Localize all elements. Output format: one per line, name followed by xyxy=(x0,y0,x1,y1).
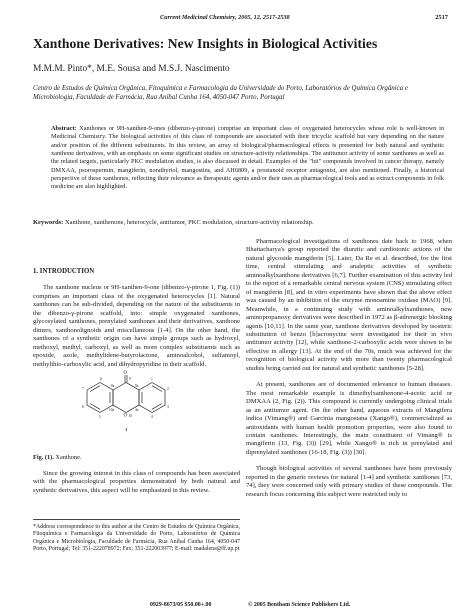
atom-6-label: 6 xyxy=(82,405,84,409)
history-paragraph: Pharmacological investigations of xanthones date back to 1968, when Bhattacharya's group reported the diuretic and cardiotonic actions of the natural glycoside mangiferin [5]. Later, Da Re et al. described, for the first time, central stimulating and analeptic activities of synthetic aminoalkylxanthone derivatives [6,7]. Further examination of this activity led to the report of a remarkable central nervous system (CNS) stimulating effect of mangiferin [8], and in vitro experiments have shown that the above effect was caused by an inhibition of the enzyme monoamine oxidase (MAO) [9]. Meanwhile, in a continuing study with aminoalkylxanthones, new aminopropanoxy derivatives were described in 1972 as β-adrenergic blocking agents [10,11]. In the same year, xanthone derivatives developed by isosteric substitution of benzo [b]acronycine were investigated for their in vivo antitumor activity [12], while xanthone-2-carboxylic acids were shown to be effective in allergy [13]. At the end of the 70s, much was achieved for the recognition of biological activity with more than twenty pharmacological studies being carried out for natural and synthetic xanthones [5-28]. xyxy=(246,238,452,372)
present-relevance-paragraph: At present, xanthones are of documented relevance to human diseases. The most remarkable example is dimethylxanthenone-4-acetic acid or DMXAA (2, Fig. (2)). This compound is currently undergoing clinical trials as an antitumor agent. On the other hand, aqueous extracts of Mangifera indica (Vimang®) and Garcinia mangostana (Xango®), commercialized as antioxidants with human health promotion properties, were also found to contain xanthones. Interestingly, the main constituent of Vimang® is mangiferin (13, Fig. (3)) [29], while Xango® is rich in prenylated and diprenylated xanthones (16-18, Fig. (3)) [30]. xyxy=(246,381,452,456)
running-head xyxy=(0,14,474,24)
right-benzene-ring xyxy=(139,383,165,413)
xanthone-structure xyxy=(73,368,198,434)
affiliation: Centro de Estudos de Química Orgânica, Fitoquímica e Farmacologia da Universidade do Porto, Laboratórios de Química Orgânica e Microbiologia, Faculdade de Farmácia, Rua Aníbal Cunha 164, 4050-047 Porto, Portugal xyxy=(33,85,408,101)
ring-oxygen-label: O xyxy=(123,413,128,419)
atom-1-label: 1 xyxy=(151,377,153,382)
copyright-notice: © 2005 Bentham Science Publishers Ltd. xyxy=(248,602,351,608)
atom-8a-label: 8a xyxy=(111,384,115,388)
figure-caption-label: Fig. (1). xyxy=(33,454,54,461)
author-list: M.M.M. Pinto*, M.E. Sousa and M.S.J. Nascimento xyxy=(33,64,230,74)
atom-10a-label: 10a xyxy=(109,408,115,412)
atom-9-label: 9 xyxy=(129,377,131,381)
atom-5-label: 5 xyxy=(99,415,101,419)
abstract-label: Abstract: xyxy=(51,125,77,132)
figure-caption xyxy=(33,454,81,461)
intro-second-paragraph: Since the growing interest in this class of compounds has been associated with the pharmacological properties demonstrated by both natural and synthetic derivatives, this aspect will be emphasized in this review. xyxy=(33,470,240,494)
abstract xyxy=(51,125,444,192)
atom-8-label: 8 xyxy=(100,377,102,382)
carbonyl-oxygen-label: O xyxy=(123,371,128,376)
section-heading-introduction: 1. INTRODUCTION xyxy=(33,268,95,275)
atom-2-label: 2 xyxy=(167,387,169,391)
figure-caption-text: Xanthone. xyxy=(55,454,82,461)
keywords xyxy=(33,219,453,226)
keywords-label: Keywords: xyxy=(33,219,64,226)
atom-4-label: 4 xyxy=(151,415,153,419)
compound-number: 1 xyxy=(125,427,128,432)
left-column xyxy=(33,238,240,369)
atom-9a-label: 9a xyxy=(135,384,139,388)
atom-7-label: 7 xyxy=(82,387,84,391)
atom-4a-label: 4a xyxy=(135,408,139,412)
right-column xyxy=(246,238,452,499)
atom-3-label: 3 xyxy=(167,405,169,409)
keywords-text: Xanthone, xanthenone, heterocycle, antitumor, PKC modulation, structure-activity relationship. xyxy=(64,219,314,226)
left-column-continued xyxy=(33,470,240,495)
previous-reviews-paragraph: Though biological activities of several xanthones have been previously reported in the generic reviews for natural [1-4] and synthetic xanthones [73, 74], they were concerned only with primary studies of these compounds. The research focus concerning this subject were restricted only to xyxy=(246,465,452,498)
atom-10-label: 10 xyxy=(128,414,133,418)
correspondence-footnote: *Address correspondence to this author at the Centro de Estudos de Química Orgânica, Fitoquímica e Farmacologia da Universidade do Porto, Laboratórios de Química Orgânica e Microbiologia, Faculdade de Farmácia, Rua Aníbal Cunha 164, 4050-047 Porto, Portugal; Tel: 351-222078972; Fax: 351-222003977; E-mail: madalena@ff.up.pt xyxy=(33,519,240,554)
abstract-text: Xanthones or 9H-xanthen-9-ones (dibenzo-γ-pirone) comprise an important class of oxygenated heterocycles whose role is well-known in Medicinal Chemistry. The biological activities of this class of compounds are associated with their tricyclic scaffold but vary depending on the nature and/or position of the different substituents. In this review, an array of biological/pharmacological effects is presented for both natural and synthetic xanthone derivatives, with an emphasis on some significant studies on structure-activity relationships. The antitumor activity of some xanthones as well as the related targets, particularly PKC modulation studies, is also discussed in detail. Examples of the "hit" compounds involved in cancer therapy, namely DMXAA, psorospermin, mangiferin, norathyriol, mangostins, and AH6809, a prostanoid receptor antagonist, are also mentioned. Finally, a historical perspective of these xanthones, reflecting their relevance as therapeutic agents and/or their uses as pharmacological tools and as extract components in folk medicine are also highlighted. xyxy=(51,125,444,191)
intro-paragraph: The xanthone nucleus or 9H-xanthen-9-one (dibenzo-γ-pirone 1, Fig. (1)) comprises an important class of the oxygenated heterocycles [1]. Natural xanthones can be sub-divided, depending on the nature of the substituents in the dibenzo-γ-pirone scaffold, into: simple oxygenated xanthones, glycosylated xanthones, prenylated xanthones and their derivatives, xanthone dimers, xanthonolignoids and miscellaneous [1-4]. On the other hand, the xanthones of a synthetic origin can have simple groups such as hydroxyl, methoxyl, methyl, carboxyl, as well as more complex substituents such as epoxide, azole, methylidene-butyrolactone, aminoalcohol, sulfamoyl, methylthio-carboxylic acid, and dihydropyridine in their scaffold. xyxy=(33,284,240,368)
figure-1 xyxy=(33,368,240,461)
page-number: 2517 xyxy=(435,14,448,21)
article-title: Xanthone Derivatives: New Insights in Biological Activities xyxy=(33,36,378,51)
issn-price: 0929-8673/05 $50.00+.00 xyxy=(150,602,212,608)
journal-reference: Current Medicinal Chemistry, 2005, 12, 2517-2538 xyxy=(160,14,290,21)
